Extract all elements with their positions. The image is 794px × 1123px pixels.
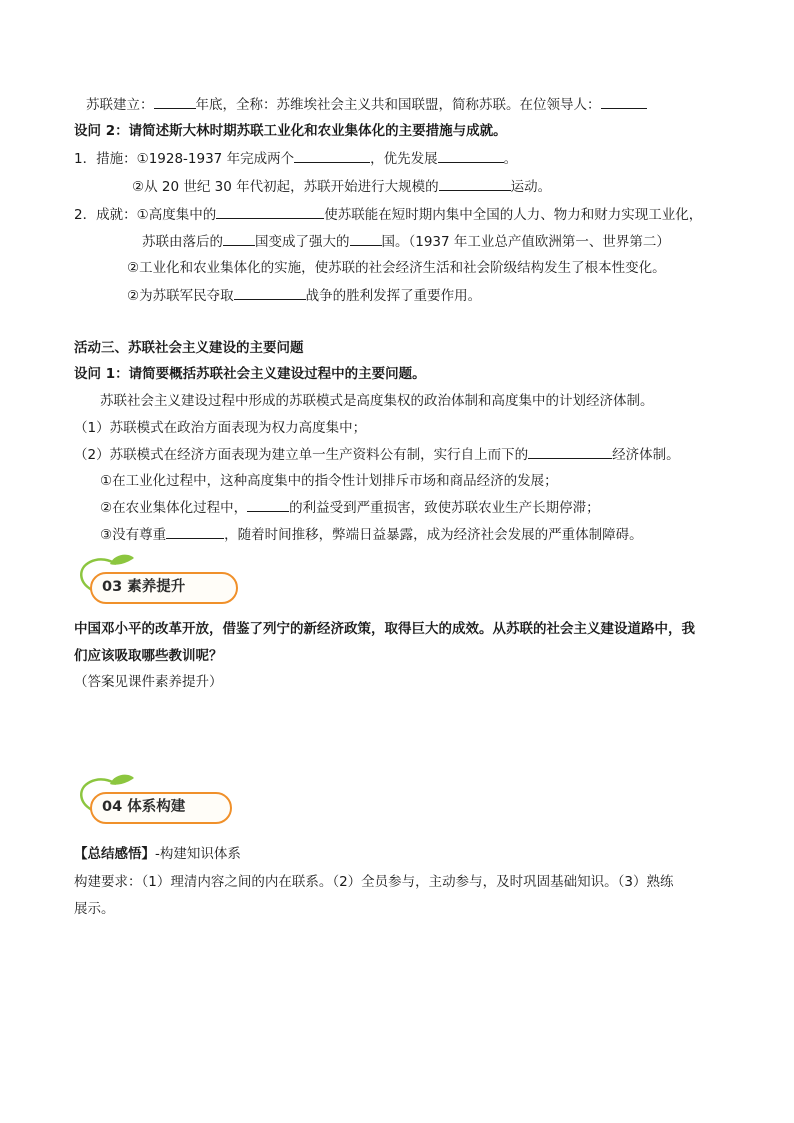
text: 苏联建立： (86, 97, 154, 113)
summary-heading-rest: -构建知识体系 (155, 846, 241, 862)
system-requirements-line-2: 展示。 (74, 901, 115, 917)
text: 国。（1937 年工业总产值欧洲第一、世界第二） (381, 234, 670, 250)
text: 年底，全称：苏维埃社会主义共和国联盟，简称苏联。在位领导人： (195, 97, 601, 113)
literacy-question-line-2: 们应该吸取哪些教训呢？ (74, 648, 223, 664)
text: 苏联由落后的 (142, 234, 223, 250)
literacy-question-line-1: 中国邓小平的改革开放，借鉴了列宁的新经济政策，取得巨大的成效。从苏联的社会主义建设道路中，我 (74, 621, 695, 637)
text: ②在农业集体化过程中， (100, 500, 248, 516)
blank-strong[interactable] (350, 231, 382, 246)
text: ，优先发展 (370, 151, 438, 167)
activity-3-point-2 (74, 444, 680, 465)
text: 国变成了强大的 (255, 234, 350, 250)
blank-peasants[interactable] (247, 497, 289, 512)
activity-3-intro: 苏联社会主义建设过程中形成的苏联模式是高度集权的政治体制和高度集中的计划经济体制。 (100, 393, 654, 409)
blank-economic-system[interactable] (528, 444, 612, 459)
blank-movement[interactable] (439, 176, 511, 191)
text: （2）苏联模式在经济方面表现为建立单一生产资料公有制，实行自上而下的 (74, 447, 529, 463)
blank-year[interactable] (154, 94, 196, 109)
system-requirements-line-1: 构建要求：（1）理清内容之间的内在联系。（2）全员参与，主动参与，及时巩固基础知识。（3）熟练 (74, 874, 674, 890)
achievement-line-2 (142, 231, 670, 252)
text: 1．措施：①1928-1937 年完成两个 (74, 151, 295, 167)
text: 运动。 (510, 179, 552, 195)
activity-3-point-1: （1）苏联模式在政治方面表现为权力高度集中； (74, 420, 367, 436)
text: ③没有尊重 (100, 527, 167, 543)
text: 2．成就：①高度集中的 (74, 207, 217, 223)
text: 战争的胜利发挥了重要作用。 (305, 288, 482, 304)
literacy-answer-note: （答案见课件素养提升） (74, 674, 223, 690)
activity-3-sub-2 (100, 497, 600, 518)
blank-system[interactable] (216, 204, 324, 219)
activity-3-question-1: 设问 1：请简要概括苏联社会主义建设过程中的主要问题。 (74, 366, 426, 382)
question-2-title: 设问 2：请简述斯大林时期苏联工业化和农业集体化的主要措施与成就。 (74, 123, 507, 139)
text: 。 (503, 151, 518, 167)
measures-line-1 (74, 148, 517, 169)
activity-3-sub-3 (100, 524, 643, 545)
section-badge-03 (70, 572, 240, 606)
blank-priority[interactable] (438, 148, 504, 163)
text: 的利益受到严重损害，致使苏联农业生产长期停滞； (289, 500, 600, 516)
text: ，随着时间推移，弊端日益暴露，成为经济社会发展的严重体制障碍。 (224, 527, 643, 543)
summary-heading-bold: 【总结感悟】 (74, 846, 155, 862)
badge-03-label: 03 素养提升 (90, 572, 238, 604)
section-badge-04 (70, 792, 240, 826)
blank-war[interactable] (234, 285, 306, 300)
achievement-line-1 (74, 204, 702, 225)
blank-respect[interactable] (166, 524, 224, 539)
activity-3-title: 活动三、苏联社会主义建设的主要问题 (74, 340, 304, 356)
achievement-line-3: ②工业化和农业集体化的实施，使苏联的社会经济生活和社会阶级结构发生了根本性变化。 (127, 260, 666, 276)
text: 经济体制。 (612, 447, 680, 463)
soviet-founding-line (86, 94, 647, 115)
text: 使苏联能在短时期内集中全国的人力、物力和财力实现工业化， (324, 207, 703, 223)
text: ②从 20 世纪 30 年代初起，苏联开始进行大规模的 (132, 179, 439, 195)
activity-3-sub-1: ①在工业化过程中，这种高度集中的指令性计划排斥市场和商品经济的发展； (100, 473, 558, 489)
blank-leader[interactable] (601, 94, 647, 109)
achievement-line-4 (127, 285, 481, 306)
system-heading (74, 844, 241, 864)
text: ②为苏联军民夺取 (127, 288, 234, 304)
blank-five-year-plans[interactable] (294, 148, 370, 163)
badge-04-label: 04 体系构建 (90, 792, 232, 824)
blank-backward[interactable] (223, 231, 255, 246)
measures-line-2 (132, 176, 551, 197)
